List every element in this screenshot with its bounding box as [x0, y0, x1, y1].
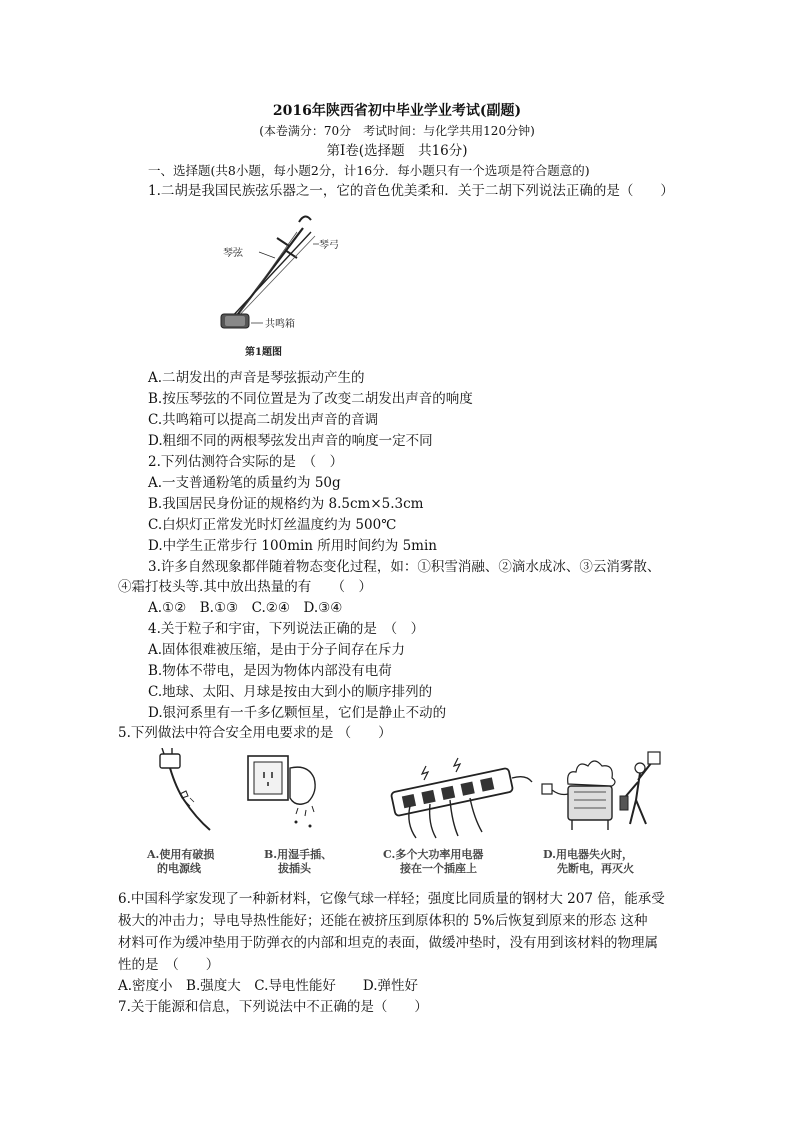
label-string: 琴弦	[223, 248, 243, 259]
q5-caption-d-line2: 先断电，再灭火	[557, 862, 634, 875]
section-title: 第Ⅰ卷(选择题 共16分)	[326, 143, 468, 159]
q2-option-d: D.中学生正常步行 100min 所用时间约为 5min	[148, 538, 437, 554]
safety-illustrations	[140, 748, 680, 844]
erhu-drawing	[215, 210, 345, 365]
wet-hand-plug-icon	[248, 756, 315, 828]
q4-stem: 4.关于粒子和宇宙，下列说法正确的是 （ ）	[148, 621, 425, 637]
exam-title: 2016年陕西省初中毕业学业考试(副题)	[272, 103, 522, 119]
q6-line3: 材料可作为缓冲垫用于防弹衣的内部和坦克的表面，做缓冲垫时，没有用到该材料的物理属	[118, 935, 658, 951]
q2-option-c: C.白炽灯正常发光时灯丝温度约为 500℃	[148, 517, 397, 533]
q3-options: A.①② B.①③ C.②④ D.③④	[148, 600, 343, 616]
q1-option-c: C.共鸣箱可以提高二胡发出声音的音调	[148, 412, 379, 428]
q5-caption-b-line1: B.用湿手插、	[264, 848, 333, 861]
q2-option-b: B.我国居民身份证的规格约为 8.5cm×5.3cm	[148, 496, 424, 512]
q5-caption-c-line1: C.多个大功率用电器	[383, 848, 484, 861]
q1-option-d: D.粗细不同的两根琴弦发出声音的响度一定不同	[148, 433, 433, 449]
q4-option-b: B.物体不带电，是因为物体内部没有电荷	[148, 663, 392, 679]
q6-line1: 6.中国科学家发现了一种新材料，它像气球一样轻；强度比同质量的钢材大 207 倍，能承受	[118, 891, 665, 907]
section-instructions: 一、选择题(共8小题，每小题2分，计16分．每小题只有一个选项是符合题意的)	[148, 163, 590, 178]
q1-option-a: A.二胡发出的声音是琴弦振动产生的	[148, 370, 365, 386]
q5-caption-c-line2: 接在一个插座上	[400, 862, 477, 875]
q1-erhu-figure	[215, 210, 345, 365]
overloaded-power-strip-icon	[391, 758, 532, 838]
q7-stem: 7.关于能源和信息，下列说法中不正确的是（ ）	[118, 999, 428, 1015]
exam-meta: (本卷满分：70分 考试时间：与化学共用120分钟)	[259, 124, 535, 138]
q1-stem: 1.二胡是我国民族弦乐器之一，它的音色优美柔和．关于二胡下列说法正确的是（ ）	[148, 183, 674, 199]
q4-option-d: D.银河系里有一千多亿颗恒星，它们是静止不动的	[148, 705, 447, 721]
q5-figures	[140, 748, 680, 844]
fire-cutoff-icon	[542, 752, 660, 830]
q6-options: A.密度小 B.强度大 C.导电性能好 D.弹性好	[118, 978, 419, 994]
q2-option-a: A.一支普通粉笔的质量约为 50g	[148, 475, 341, 491]
q1-option-b: B.按压琴弦的不同位置是为了改变二胡发出声音的响度	[148, 391, 473, 407]
q5-caption-d-line1: D.用电器失火时，	[543, 848, 633, 861]
q3-stem-line1: 3.许多自然现象都伴随着物态变化过程，如：①积雪消融、②滴水成冰、③云消雾散、	[148, 559, 661, 575]
q6-line4: 性的是 （ ）	[118, 957, 220, 973]
q6-line2: 极大的冲击力；导电导热性能好；还能在被挤压到原体积的 5%后恢复到原来的形态 这种	[118, 913, 648, 929]
q4-option-c: C.地球、太阳、月球是按由大到小的顺序排列的	[148, 684, 433, 700]
q2-stem: 2.下列估测符合实际的是 （ ）	[148, 454, 344, 470]
q4-option-a: A.固体很难被压缩，是由于分子间存在斥力	[148, 642, 406, 658]
label-bow: 琴弓	[319, 240, 339, 251]
q5-stem: 5.下列做法中符合安全用电要求的是 （ ）	[118, 725, 392, 741]
q3-stem-line2: ④霜打枝头等.其中放出热量的有 （ ）	[118, 579, 373, 595]
q5-caption-a-line1: A.使用有破损	[147, 848, 215, 861]
label-box: 共鸣箱	[265, 319, 295, 330]
damaged-cord-icon	[160, 748, 210, 830]
q5-caption-a-line2: 的电源线	[157, 862, 201, 875]
fig-caption: 第1题图	[245, 347, 282, 358]
q5-caption-b-line2: 拔插头	[278, 862, 311, 875]
